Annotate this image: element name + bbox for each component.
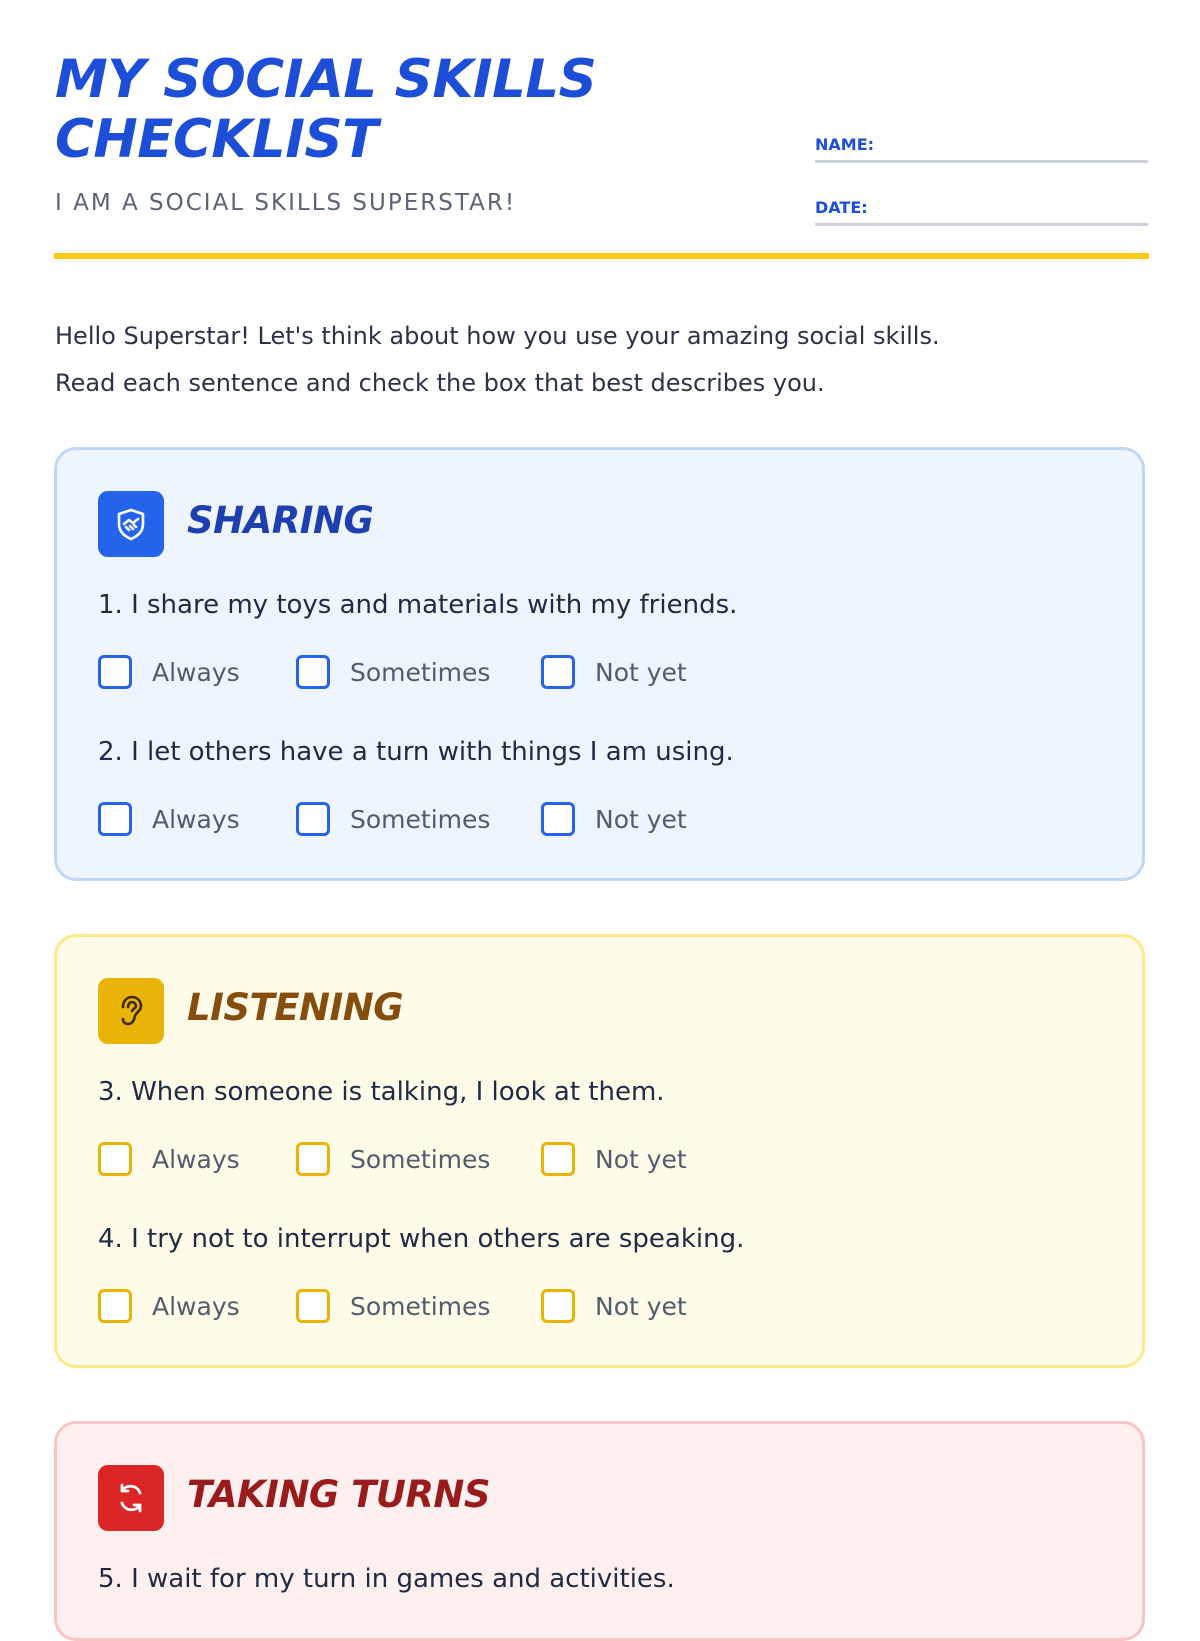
checkbox-sometimes[interactable] (296, 802, 330, 836)
checkbox-always[interactable] (98, 1142, 132, 1176)
option-not-yet[interactable] (541, 1139, 687, 1179)
option-label-sometimes: Sometimes (350, 657, 491, 687)
title-line-1: MY SOCIAL SKILLS (55, 49, 597, 110)
intro-line-1: Hello Superstar! Let's think about how you use your amazing social skills. (55, 322, 940, 350)
section-title-sharing: SHARING (187, 499, 374, 542)
question-2: 2. I let others have a turn with things I am using. (98, 737, 734, 767)
question-1: 1. I share my toys and materials with my friends. (98, 590, 738, 620)
checkbox-always[interactable] (98, 655, 132, 689)
checkbox-not-yet[interactable] (541, 1142, 575, 1176)
option-label-always: Always (152, 1291, 240, 1321)
title-line-2: CHECKLIST (55, 109, 378, 170)
section-sharing (54, 447, 1145, 881)
options-question-1 (98, 652, 798, 692)
name-field[interactable] (815, 128, 1148, 163)
header-divider (54, 253, 1149, 259)
options-question-4 (98, 1286, 798, 1326)
option-label-not-yet: Not yet (595, 657, 687, 687)
date-field[interactable] (815, 191, 1148, 226)
option-label-sometimes: Sometimes (350, 804, 491, 834)
checkbox-always[interactable] (98, 1289, 132, 1323)
name-label: NAME: (815, 135, 875, 154)
option-sometimes[interactable] (296, 1286, 490, 1326)
checkbox-not-yet[interactable] (541, 802, 575, 836)
section-title-listening: LISTENING (187, 986, 404, 1029)
options-question-2 (98, 799, 798, 839)
intro-line-2: Read each sentence and check the box that best describes you. (55, 369, 825, 397)
option-not-yet[interactable] (541, 799, 687, 839)
option-always[interactable] (98, 1286, 240, 1326)
intro-text (55, 313, 1145, 407)
refresh-arrows-icon (98, 1465, 164, 1531)
option-always[interactable] (98, 799, 240, 839)
option-label-sometimes: Sometimes (350, 1144, 491, 1174)
handshake-icon (98, 491, 164, 557)
option-always[interactable] (98, 1139, 240, 1179)
question-4: 4. I try not to interrupt when others are speaking. (98, 1224, 745, 1254)
checkbox-not-yet[interactable] (541, 1289, 575, 1323)
checkbox-always[interactable] (98, 802, 132, 836)
date-label: DATE: (815, 198, 868, 217)
option-not-yet[interactable] (541, 652, 687, 692)
option-sometimes[interactable] (296, 652, 490, 692)
page-title (55, 50, 755, 170)
question-5: 5. I wait for my turn in games and activities. (98, 1564, 675, 1594)
section-listening (54, 934, 1145, 1368)
option-label-not-yet: Not yet (595, 1291, 687, 1321)
question-3: 3. When someone is talking, I look at them. (98, 1077, 665, 1107)
option-label-always: Always (152, 657, 240, 687)
option-label-always: Always (152, 804, 240, 834)
option-label-always: Always (152, 1144, 240, 1174)
checkbox-not-yet[interactable] (541, 655, 575, 689)
section-title-taking-turns: TAKING TURNS (187, 1473, 491, 1516)
checkbox-sometimes[interactable] (296, 655, 330, 689)
option-always[interactable] (98, 652, 240, 692)
option-sometimes[interactable] (296, 1139, 490, 1179)
page-subtitle: I AM A SOCIAL SKILLS SUPERSTAR! (55, 190, 517, 216)
option-sometimes[interactable] (296, 799, 490, 839)
option-not-yet[interactable] (541, 1286, 687, 1326)
option-label-sometimes: Sometimes (350, 1291, 491, 1321)
option-label-not-yet: Not yet (595, 1144, 687, 1174)
checkbox-sometimes[interactable] (296, 1142, 330, 1176)
checkbox-sometimes[interactable] (296, 1289, 330, 1323)
section-taking-turns (54, 1421, 1145, 1641)
ear-icon (98, 978, 164, 1044)
option-label-not-yet: Not yet (595, 804, 687, 834)
options-question-3 (98, 1139, 798, 1179)
